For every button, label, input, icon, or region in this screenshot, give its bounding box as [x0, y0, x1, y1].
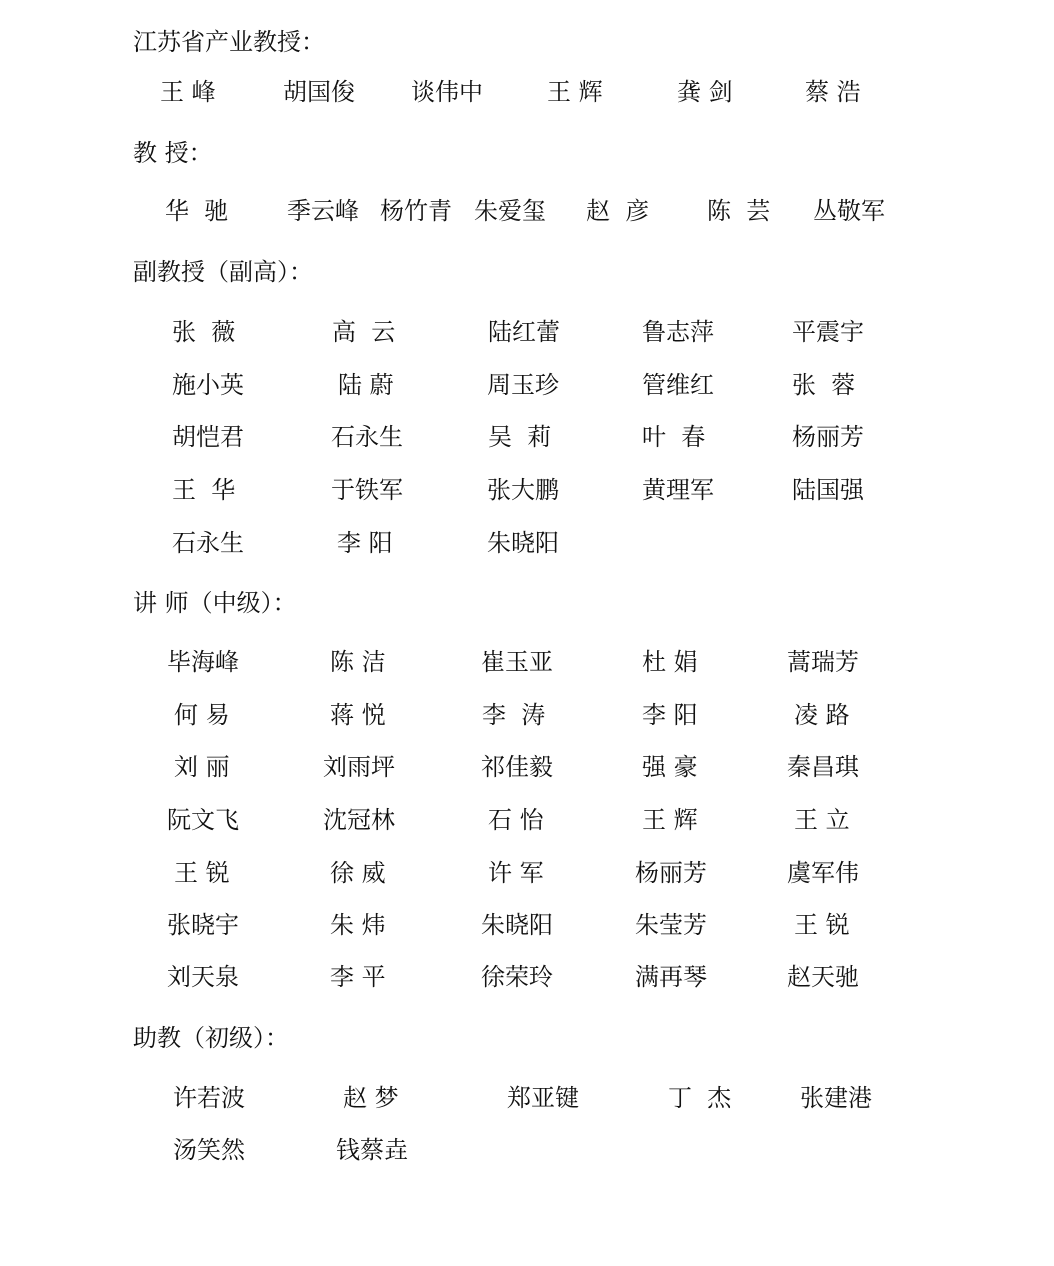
name-entry: 李 涛 — [482, 701, 546, 729]
name-entry: 石 怡 — [488, 806, 544, 834]
name-entry: 何 易 — [174, 701, 230, 729]
name-entry: 刘 丽 — [174, 753, 230, 781]
name-entry: 祁佳毅 — [481, 753, 553, 781]
name-entry: 丛敬军 — [813, 197, 885, 225]
name-entry: 李 阳 — [337, 529, 393, 557]
name-entry: 张 蓉 — [792, 371, 856, 399]
name-entry: 高 云 — [332, 318, 396, 346]
name-entry: 王 峰 — [160, 78, 216, 106]
name-entry: 王 立 — [794, 806, 850, 834]
name-entry: 蒋 悦 — [330, 701, 386, 729]
name-entry: 鲁志萍 — [642, 318, 714, 346]
name-entry: 管维红 — [642, 371, 714, 399]
name-entry: 赵天驰 — [787, 963, 859, 991]
name-entry: 崔玉亚 — [481, 648, 553, 676]
name-entry: 张晓宇 — [167, 911, 239, 939]
name-entry: 许若波 — [173, 1084, 245, 1112]
section-heading-teaching-assistant: 助教（初级）： — [133, 1024, 289, 1052]
name-entry: 谈伟中 — [411, 78, 483, 106]
name-entry: 杨丽芳 — [792, 423, 864, 451]
name-entry: 张大鹏 — [487, 476, 559, 504]
name-entry: 朱莹芳 — [635, 911, 707, 939]
name-entry: 钱蔡垚 — [336, 1136, 408, 1164]
name-entry: 吴 莉 — [488, 423, 552, 451]
section-heading-industry-professor: 江苏省产业教授： — [133, 28, 325, 56]
name-entry: 陈 洁 — [330, 648, 386, 676]
name-entry: 叶 春 — [642, 423, 706, 451]
name-entry: 石永生 — [331, 423, 403, 451]
name-entry: 华 驰 — [165, 197, 229, 225]
name-entry: 黄理军 — [642, 476, 714, 504]
name-entry: 朱晓阳 — [481, 911, 553, 939]
name-entry: 徐荣玲 — [481, 963, 553, 991]
name-entry: 刘天泉 — [167, 963, 239, 991]
name-entry: 王 华 — [172, 476, 236, 504]
name-entry: 陆国强 — [792, 476, 864, 504]
name-entry: 毕海峰 — [167, 648, 239, 676]
name-entry: 陆 蔚 — [338, 371, 394, 399]
section-heading-associate-professor: 副教授（副高）： — [133, 258, 313, 286]
name-entry: 赵 梦 — [343, 1084, 399, 1112]
name-entry: 张 薇 — [172, 318, 236, 346]
name-entry: 陆红蕾 — [488, 318, 560, 346]
name-entry: 丁 杰 — [668, 1084, 732, 1112]
name-entry: 杨竹青 — [380, 197, 452, 225]
name-entry: 凌 路 — [794, 701, 850, 729]
name-entry: 龚 剑 — [677, 78, 733, 106]
section-heading-lecturer: 讲 师（中级）： — [133, 589, 297, 617]
name-entry: 陈 芸 — [707, 197, 771, 225]
name-entry: 朱爱玺 — [474, 197, 546, 225]
name-entry: 朱晓阳 — [487, 529, 559, 557]
name-entry: 张建港 — [800, 1084, 872, 1112]
name-entry: 蒿瑞芳 — [787, 648, 859, 676]
name-entry: 朱 炜 — [330, 911, 386, 939]
name-entry: 阮文飞 — [167, 806, 239, 834]
name-entry: 施小英 — [172, 371, 244, 399]
name-entry: 杨丽芳 — [635, 859, 707, 887]
name-entry: 王 锐 — [794, 911, 850, 939]
name-entry: 王 锐 — [174, 859, 230, 887]
name-entry: 许 军 — [488, 859, 544, 887]
name-entry: 刘雨坪 — [323, 753, 395, 781]
name-entry: 李 平 — [330, 963, 386, 991]
name-entry: 杜 娟 — [642, 648, 698, 676]
name-entry: 李 阳 — [642, 701, 698, 729]
name-entry: 王 辉 — [642, 806, 698, 834]
name-entry: 虞军伟 — [787, 859, 859, 887]
name-entry: 平震宇 — [792, 318, 864, 346]
name-entry: 胡国俊 — [283, 78, 355, 106]
name-entry: 石永生 — [172, 529, 244, 557]
name-entry: 周玉珍 — [487, 371, 559, 399]
name-entry: 胡恺君 — [172, 423, 244, 451]
name-entry: 秦昌琪 — [787, 753, 859, 781]
name-entry: 强 豪 — [642, 753, 698, 781]
name-entry: 满再琴 — [635, 963, 707, 991]
name-entry: 徐 威 — [330, 859, 386, 887]
name-entry: 王 辉 — [547, 78, 603, 106]
name-entry: 汤笑然 — [173, 1136, 245, 1164]
name-entry: 于铁军 — [331, 476, 403, 504]
name-entry: 季云峰 — [287, 197, 359, 225]
name-entry: 赵 彦 — [586, 197, 650, 225]
name-entry: 沈冠林 — [323, 806, 395, 834]
name-entry: 郑亚键 — [507, 1084, 579, 1112]
section-heading-professor: 教 授： — [133, 139, 213, 167]
name-entry: 蔡 浩 — [805, 78, 861, 106]
